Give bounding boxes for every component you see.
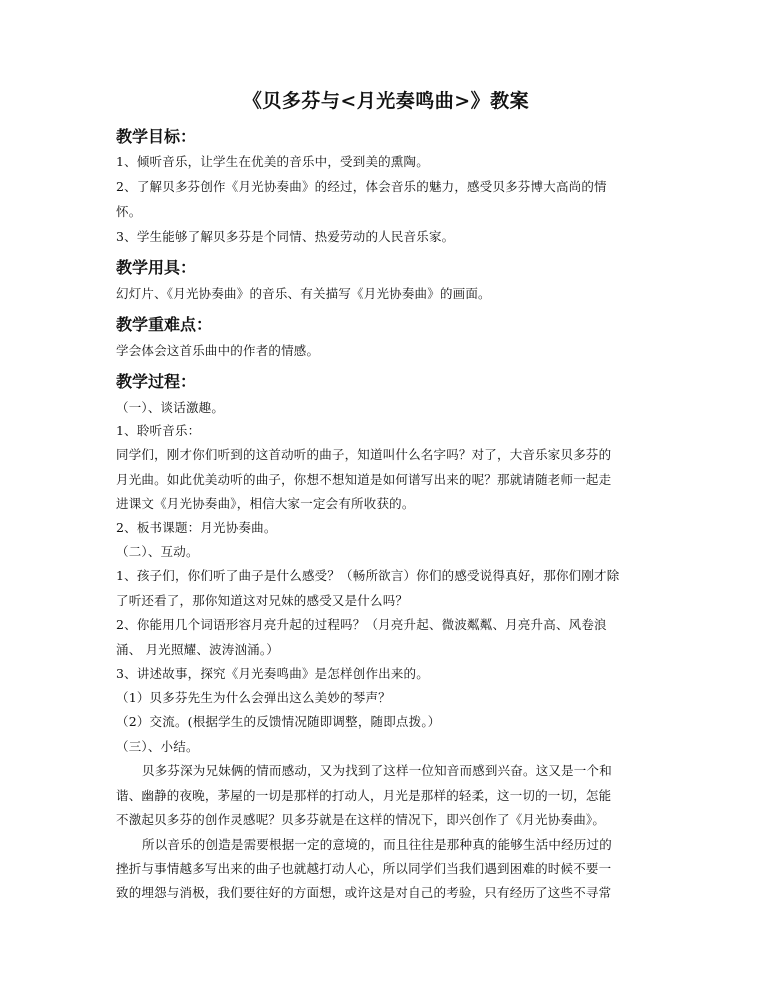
process-line: 3、讲述故事，探究《月光奏鸣曲》是怎样创作出来的。	[116, 666, 429, 681]
document-title: 《贝多芬与<月光奏鸣曲>》教案	[242, 90, 530, 112]
process-line: 1、孩子们，你们听了曲子是什么感受？（畅所欲言）你们的感受说得真好，那你们刚才除	[116, 568, 620, 583]
process-line: （1）贝多芬先生为什么会弹出这么美妙的琴声？	[116, 690, 391, 705]
process-line: 月光曲。如此优美动听的曲子，你想不想知道是如何谱写出来的呢？那就请随老师一起走	[116, 472, 612, 487]
goals-line: 1、倾听音乐，让学生在优美的音乐中，受到美的熏陶。	[116, 154, 429, 169]
process-line: 致的埋怨与消极，我们要往好的方面想，或许这是对自己的考验，只有经历了这些不寻常	[116, 885, 612, 900]
goals-line: 2、了解贝多芬创作《月光协奏曲》的经过，体会音乐的魅力，感受贝多芬博大高尚的情	[116, 179, 607, 194]
process-line: 谐、幽静的夜晚，茅屋的一切是那样的打动人，月光是那样的轻柔，这一切的一切，怎能	[116, 788, 612, 803]
process-line: 2、你能用几个词语形容月亮升起的过程吗？（月亮升起、微波粼粼、月亮升高、风卷浪	[116, 617, 607, 632]
process-line: 所以音乐的创造是需要根据一定的意境的，而且往往是那种真的能够生活中经历过的	[142, 837, 612, 852]
process-line: 不激起贝多芬的创作灵感呢？贝多芬就是在这样的情况下，即兴创作了《月光协奏曲》。	[116, 812, 606, 827]
goals-line: 3、学生能够了解贝多芬是个同情、热爱劳动的人民音乐家。	[116, 229, 455, 244]
difficulty-line: 学会体会这首乐曲中的作者的情感。	[116, 343, 320, 358]
process-line: 贝多芬深为兄妹俩的情而感动，又为找到了这样一位知音而感到兴奋。这又是一个和	[142, 763, 612, 778]
heading-tools: 教学用具：	[116, 258, 197, 277]
process-line: 了听还看了，那你知道这对兄妹的感受又是什么吗？	[116, 593, 409, 608]
process-line: （2）交流。(根据学生的反馈情况随即调整，随即点拨。）	[116, 714, 441, 729]
tools-line: 幻灯片、《月光协奏曲》的音乐、有关描写《月光协奏曲》的画面。	[116, 286, 491, 301]
heading-process: 教学过程：	[116, 372, 197, 391]
process-line: 2、板书课题：月光协奏曲。	[116, 520, 277, 535]
process-line: 挫折与事情越多写出来的曲子也就越打动人心，所以同学们当我们遇到困难的时候不要一	[116, 861, 612, 876]
process-line: 进课文《月光协奏曲》，相信大家一定会有所收获的。	[116, 496, 415, 511]
process-line: 1、聆听音乐：	[116, 423, 201, 438]
goals-line: 怀。	[116, 204, 142, 219]
process-line: （一）、谈话激趣。	[116, 400, 225, 415]
process-line: （三）、小结。	[116, 739, 199, 754]
process-line: 同学们，刚才你们听到的这首动听的曲子，知道叫什么名字吗？对了，大音乐家贝多芬的	[116, 447, 612, 462]
heading-goals: 教学目标：	[116, 127, 197, 146]
process-line: 涌、 月光照耀、波涛汹涌。）	[116, 642, 280, 657]
heading-difficulty: 教学重难点：	[116, 315, 213, 334]
process-line: （二）、互动。	[116, 544, 199, 559]
